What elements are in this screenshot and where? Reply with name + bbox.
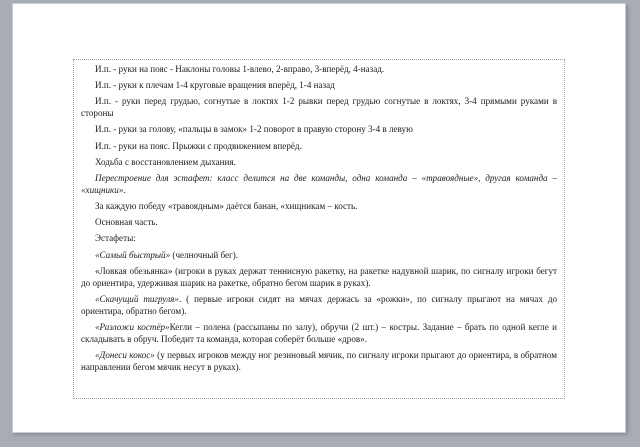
paragraph-text: И.п. - руки к плечам 1-4 круговые вращения вперёд, 1-4 назад bbox=[95, 80, 335, 91]
document-paragraph bbox=[81, 350, 557, 374]
document-paragraph bbox=[81, 201, 557, 213]
document-paragraph bbox=[81, 124, 557, 136]
paragraph-text: «Ловкая обезьянка» (игроки в руках держат теннисную ракетку, на ракетке надувной шарик, по сигналу игроки бегут до ориентира, удерживая шарик на ракетке, обратно бегом шарик в руках). bbox=[81, 265, 557, 288]
document-body bbox=[81, 64, 557, 374]
paragraph-body-text: Кегли – полена (рассыпаны по залу), обручи (2 шт.) – костры. Задание – брать по одной кегле и складывать в обруч. Победит та команда, которая соберёт больше «дров». bbox=[81, 321, 557, 344]
paragraph-text: Ходьба с восстановлением дыхания. bbox=[95, 156, 236, 167]
paragraph-text: И.п. - руки за голову, «пальцы в замок» 1-2 поворот в правую сторону 3-4 в левую bbox=[95, 124, 413, 135]
document-paragraph bbox=[81, 96, 557, 120]
paragraph-lead-title: «Скачущий тигруля» bbox=[95, 293, 179, 304]
paragraph-text: И.п. - руки на пояс. Прыжки с продвижением вперёд. bbox=[95, 140, 302, 151]
document-paragraph bbox=[81, 294, 557, 318]
paragraph-body-text: (челночный бег). bbox=[170, 249, 239, 260]
paragraph-body-text: . ( первые игроки сидят на мячах держась за «рожки», по сигналу прыгают на мячах до ориентира, обратно бегом). bbox=[81, 293, 557, 316]
paragraph-text: Перестроение для эстафет: класс делится на две команды, одна команда – «травоядные», другая команда – «хищники». bbox=[81, 173, 557, 195]
document-paragraph bbox=[81, 217, 557, 229]
document-paragraph bbox=[81, 141, 557, 153]
document-paragraph bbox=[81, 233, 557, 245]
document-paragraph bbox=[81, 173, 557, 197]
document-text-frame bbox=[73, 59, 565, 399]
document-paragraph bbox=[81, 322, 557, 346]
document-paragraph bbox=[81, 266, 557, 290]
paragraph-lead-title: «Разложи костёр» bbox=[95, 321, 170, 332]
paragraph-text: За каждую победу «травоядным» даётся банан, «хищникам – кость. bbox=[95, 201, 358, 212]
document-paragraph bbox=[81, 157, 557, 169]
paragraph-text: Эстафеты: bbox=[95, 233, 136, 244]
document-paragraph bbox=[81, 250, 557, 262]
document-paragraph bbox=[81, 64, 557, 76]
paragraph-body-text: (у первых игроков между ног резиновый мячик, по сигналу игроки прыгают до ориентира, в обратном направлении бегом мячик несут в руках). bbox=[81, 349, 558, 372]
paragraph-text: И.п. - руки на пояс - Наклоны головы 1-влево, 2-вправо, 3-вперёд, 4-назад. bbox=[95, 64, 385, 74]
paragraph-text: Основная часть. bbox=[95, 217, 158, 228]
document-paragraph bbox=[81, 80, 557, 92]
document-page-sheet bbox=[12, 3, 626, 433]
paragraph-text: И.п. - руки перед грудью, согнутые в локтях 1-2 рывки перед грудью согнутые в локтях, 3-4 прямыми руками в стороны bbox=[81, 96, 557, 119]
paragraph-lead-title: «Донеси кокос» bbox=[95, 349, 155, 360]
paragraph-lead-title: «Самый быстрый» bbox=[95, 249, 171, 260]
